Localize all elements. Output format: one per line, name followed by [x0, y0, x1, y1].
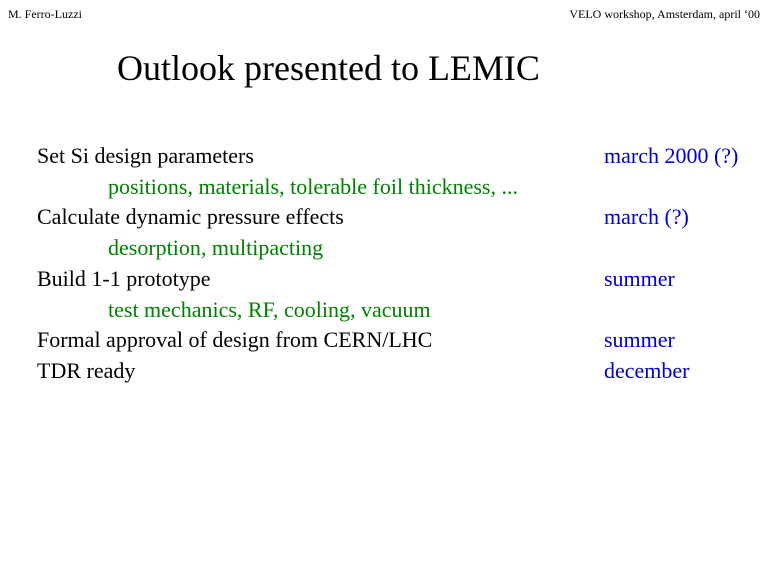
- outlook-item: [0, 324, 768, 355]
- task-detail: test mechanics, RF, cooling, vacuum: [108, 297, 431, 322]
- due-date: summer: [604, 266, 675, 291]
- due-date: december: [604, 358, 690, 383]
- task-label: Formal approval of design from CERN/LHC: [37, 327, 433, 352]
- outlook-item: [0, 355, 768, 386]
- header-author: M. Ferro-Luzzi: [8, 7, 82, 21]
- header-event: VELO workshop, Amsterdam, april ‘00: [569, 7, 760, 21]
- due-date: summer: [604, 327, 675, 352]
- outlook-item: [0, 263, 768, 294]
- outlook-item: [0, 140, 768, 171]
- task-label: Calculate dynamic pressure effects: [37, 204, 344, 229]
- task-label: Build 1-1 prototype: [37, 266, 211, 291]
- outlook-item: [0, 201, 768, 232]
- task-detail: desorption, multipacting: [108, 235, 324, 260]
- slide-title: Outlook presented to LEMIC: [117, 48, 540, 88]
- due-date: march (?): [604, 204, 689, 229]
- due-date: march 2000 (?): [604, 143, 739, 168]
- task-label: TDR ready: [37, 358, 136, 383]
- task-label: Set Si design parameters: [37, 143, 254, 168]
- task-detail: positions, materials, tolerable foil thickness, ...: [108, 174, 518, 199]
